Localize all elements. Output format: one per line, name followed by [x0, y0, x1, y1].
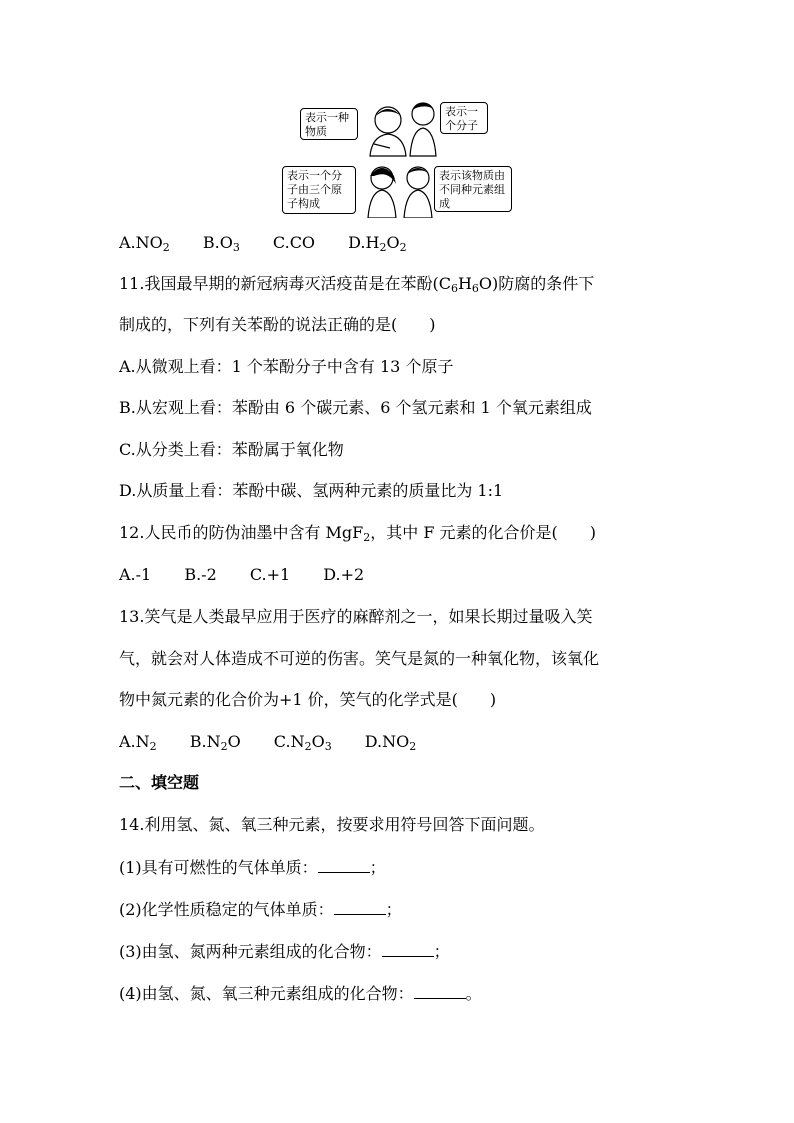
student-figure-3: [362, 162, 402, 218]
student-figure-2: [406, 98, 440, 158]
q13-option-c: $C.N_2O_3$: [273, 732, 332, 753]
q11-option-a: A.从微观上看：1 个苯酚分子中含有 13 个原子: [119, 357, 454, 376]
q13-stem-line2: 气，就会对人体造成不可逆的伤害。笑气是氮的一种氧化物，该氧化: [119, 649, 600, 668]
q10-option-a: $A.NO_2$: [119, 233, 170, 254]
speech-bubble-4: 表示该物质由不同种元素组成: [434, 166, 512, 212]
q10-option-c: C.CO: [272, 233, 316, 252]
q13-options: [119, 731, 444, 753]
q12-options: [119, 564, 392, 586]
answer-blank[interactable]: [414, 982, 466, 999]
q14-item-1: (1)具有可燃性的气体单质： ；: [119, 858, 386, 877]
q13-option-b: $B.N_2O$: [189, 732, 241, 753]
q14-item-2: (2)化学性质稳定的气体单质： ；: [119, 900, 402, 919]
speech-bubble-3: 表示一个分子由三个原子构成: [282, 166, 356, 214]
q11-stem-line1: 11.我国最早期的新冠病毒灭活疫苗是在苯酚$(C_6H_6O)$防腐的条件下: [119, 274, 595, 295]
section-heading: 二、填空题: [119, 773, 200, 792]
q13-option-d: $D.NO_2$: [364, 732, 417, 753]
q11-option-d: D.从质量上看：苯酚中碳、氢两种元素的质量比为 1:1: [119, 481, 504, 500]
speech-bubble-2: 表示一个分子: [440, 102, 488, 134]
q12-stem: 12.人民币的防伪油墨中含有 MgF$_2$，其中 F 元素的化合价是( ): [119, 523, 597, 544]
q11-option-b: B.从宏观上看：苯酚由 6 个碳元素、6 个氢元素和 1 个氧元素组成: [119, 398, 592, 417]
q10-options: [119, 232, 435, 254]
q12-option-a: A.-1: [119, 565, 152, 584]
q14-item-4: (4)由氢、氮、氧三种元素组成的化合物： 。: [119, 984, 482, 1003]
q13-option-a: $A.N_2$: [119, 732, 157, 753]
q14-stem: 14.利用氢、氮、氧三种元素，按要求用符号回答下面问题。: [119, 815, 545, 834]
q12-option-c: C.+1: [249, 565, 291, 584]
q13-stem-line1: 13.笑气是人类最早应用于医疗的麻醉剂之一，如果长期过量吸入笑: [119, 607, 593, 626]
q14-item-3: (3)由氢、氮两种元素组成的化合物： ；: [119, 942, 450, 961]
speech-bubble-1: 表示一种物质: [300, 108, 358, 140]
answer-blank[interactable]: [318, 856, 370, 873]
q13-stem-line3: 物中氮元素的化合价为+1 价，笑气的化学式是( ): [119, 690, 497, 709]
q10-option-b: $B.O_3$: [202, 233, 240, 254]
answer-blank[interactable]: [334, 898, 386, 915]
question-illustration: [280, 96, 520, 220]
q11-stem-line2: 制成的，下列有关苯酚的说法正确的是( ): [119, 315, 436, 334]
q11-option-c: C.从分类上看：苯酚属于氧化物: [119, 440, 344, 459]
student-figure-4: [398, 162, 438, 218]
q12-option-d: D.+2: [323, 565, 365, 584]
answer-blank[interactable]: [382, 940, 434, 957]
q10-option-d: $D.H_2O_2$: [348, 233, 407, 254]
q12-option-b: B.-2: [184, 565, 217, 584]
